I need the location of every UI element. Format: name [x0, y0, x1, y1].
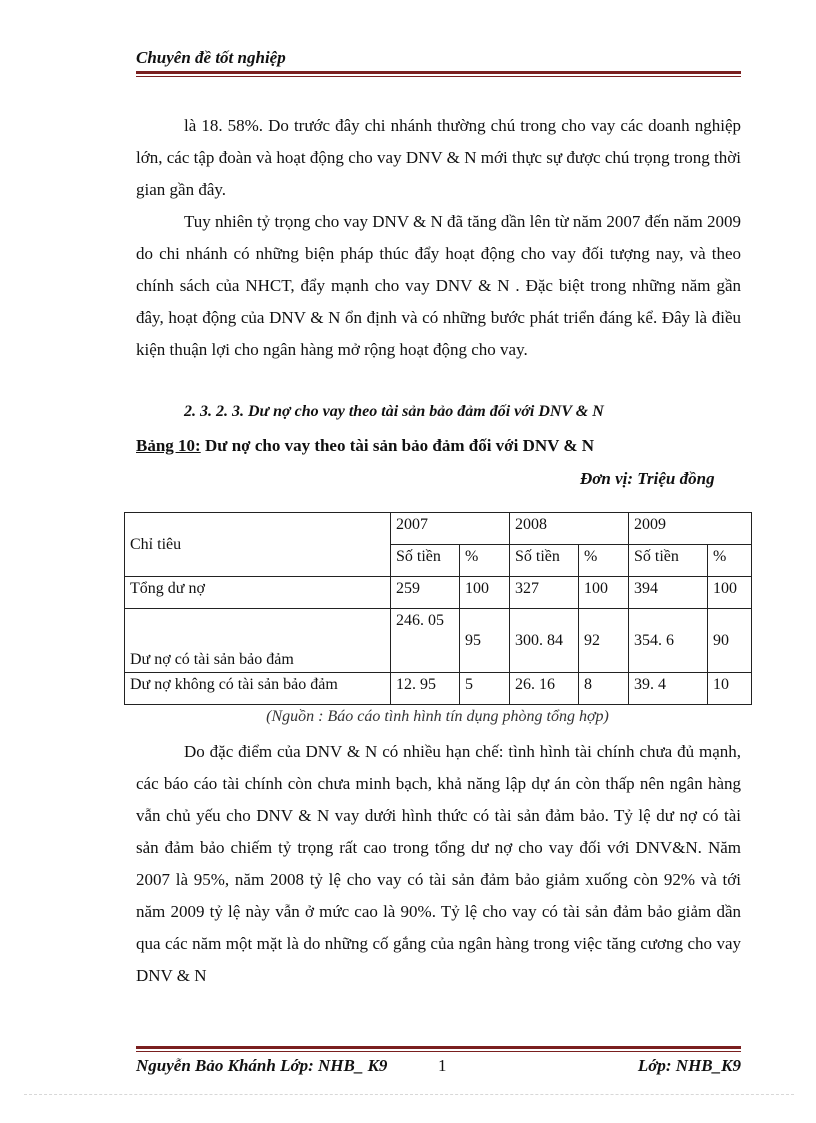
table-cell: 95	[460, 609, 510, 673]
paragraph-1: là 18. 58%. Do trước đây chi nhánh thường chú trong cho vay các doanh nghiệp lớn, các tập đoàn và hoạt động cho vay DNV & N mới thực sự được chú trọng trong thời gian gần đây.	[136, 116, 741, 199]
table-title	[136, 436, 594, 456]
row-label: Dư nợ không có tài sản bảo đảm	[125, 673, 391, 705]
section-heading: 2. 3. 2. 3. Dư nợ cho vay theo tài sản bảo đảm đối với DNV & N	[184, 403, 604, 420]
table-cell: 259	[391, 577, 460, 609]
sub-header-percent: %	[708, 545, 752, 577]
sub-header-amount: Số tiền	[510, 545, 579, 577]
header-rule-thin	[136, 76, 741, 77]
header-chi-tieu: Chỉ tiêu	[125, 513, 391, 577]
table-cell: 354. 6	[629, 609, 708, 673]
table-cell: 100	[460, 577, 510, 609]
sub-header-amount: Số tiền	[629, 545, 708, 577]
footer-class: Lớp: NHB_K9	[637, 1056, 741, 1075]
sub-header-amount: Số tiền	[391, 545, 460, 577]
table-cell: 100	[579, 577, 629, 609]
sub-header-percent: %	[460, 545, 510, 577]
row-label: Dư nợ có tài sản bảo đảm	[125, 609, 391, 673]
footer-rule-thin	[136, 1051, 741, 1052]
table-cell: 10	[708, 673, 752, 705]
paragraph-3: Do đặc điểm của DNV & N có nhiều hạn chế: tình hình tài chính chưa đủ mạnh, các báo cáo tài chính còn chưa minh bạch, khả năng lập dự án còn thấp nên ngân hàng vẫn chủ yếu cho DNV & N vay dưới hình thức có tài sản đảm bảo. Tỷ lệ dư nợ có tài sản đảm bảo chiếm tỷ trọng rất cao trong tổng dư nợ cho vay đối với DNV&N. Năm 2007 là 95%, năm 2008 tỷ lệ cho vay có tài sản đảm bảo giảm xuống còn 92% và tới năm 2009 tỷ lệ này vẫn ở mức cao là 90%. Tỷ lệ cho vay có tài sản đảm bảo giảm dần qua các năm một mặt là do những cố gắng của ngân hàng trong việc tăng cương cho vay DNV & N	[136, 742, 741, 985]
header-rule-thick	[136, 71, 741, 74]
table-cell: 12. 95	[391, 673, 460, 705]
table-cell: 8	[579, 673, 629, 705]
table-source: (Nguồn : Báo cáo tình hình tín dụng phòng tổng hợp)	[266, 708, 609, 725]
table-row	[125, 673, 752, 705]
page-header-title: Chuyên đề tốt nghiệp	[136, 48, 286, 67]
table-cell: 26. 16	[510, 673, 579, 705]
page-footer	[136, 1056, 741, 1076]
paragraph-2: Tuy nhiên tỷ trọng cho vay DNV & N đã tăng dần lên từ năm 2007 đến năm 2009 do chi nhánh có những biện pháp thúc đẩy hoạt động cho vay đối tượng nay, và theo chính sách của NHCT, đẩy mạnh cho vay DNV & N . Đặc biệt trong những năm gần đây, hoạt động của DNV & N ổn định và có những bước phát triển đáng kể. Đây là điều kiện thuận lợi cho ngân hàng mở rộng hoạt động cho vay.	[136, 212, 741, 359]
row-label: Tổng dư nợ	[125, 577, 391, 609]
year-header: 2009	[629, 513, 752, 545]
year-header: 2008	[510, 513, 629, 545]
table-cell: 300. 84	[510, 609, 579, 673]
table-row	[125, 577, 752, 609]
table-unit: Đơn vị: Triệu đồng	[580, 469, 715, 488]
table-cell: 39. 4	[629, 673, 708, 705]
page-number: 1	[438, 1056, 447, 1075]
table-row	[125, 609, 752, 673]
table-caption: Dư nợ cho vay theo tài sản bảo đảm đối với DNV & N	[200, 436, 595, 455]
page-boundary	[24, 1094, 794, 1095]
table-cell: 92	[579, 609, 629, 673]
table-cell: 5	[460, 673, 510, 705]
footer-rule-thick	[136, 1046, 741, 1049]
table-cell: 90	[708, 609, 752, 673]
table-cell: 327	[510, 577, 579, 609]
data-table	[124, 512, 752, 705]
body-text	[136, 110, 741, 366]
table-cell: 246. 05	[391, 609, 460, 673]
table-label: Bảng 10:	[136, 436, 201, 455]
table-cell: 394	[629, 577, 708, 609]
table-cell: 100	[708, 577, 752, 609]
year-header: 2007	[391, 513, 510, 545]
sub-header-percent: %	[579, 545, 629, 577]
body-text-2	[136, 736, 741, 992]
footer-author: Nguyễn Bảo Khánh Lớp: NHB_ K9	[136, 1056, 388, 1075]
